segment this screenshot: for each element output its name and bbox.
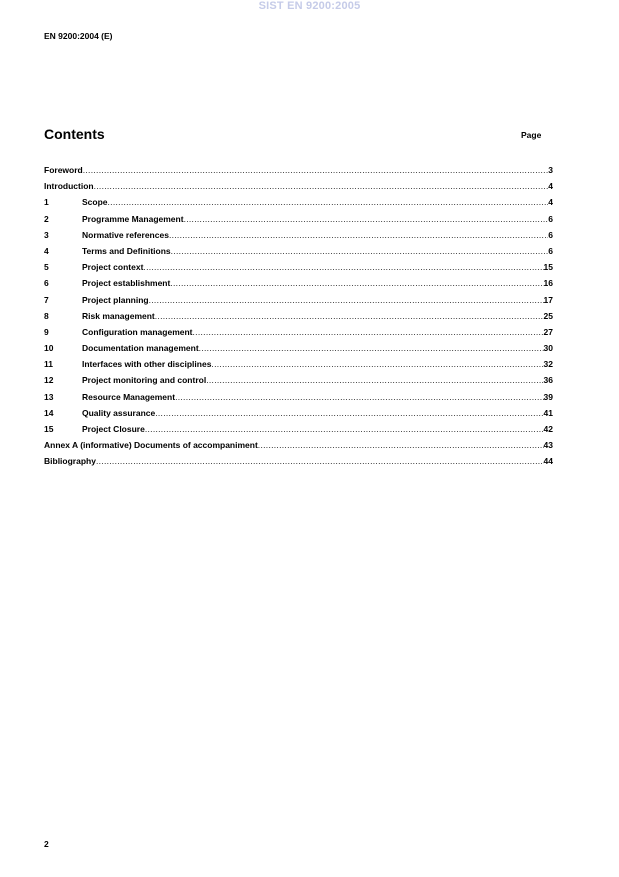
toc-entry-title: Resource Management [82, 391, 176, 402]
toc-dot-leader [199, 340, 544, 356]
toc-entry[interactable] [44, 211, 553, 227]
toc-dot-leader [96, 453, 544, 469]
toc-entry-title: Interfaces with other disciplines [82, 359, 212, 370]
toc-entry-title: Risk management [82, 310, 155, 321]
toc-entry-page: 16 [543, 278, 553, 289]
toc-entry[interactable] [44, 437, 553, 453]
toc-entry[interactable] [44, 194, 553, 210]
toc-entry[interactable] [44, 227, 553, 243]
toc-entry-title: Project planning [82, 294, 149, 305]
toc-entry[interactable] [44, 292, 553, 308]
toc-entry-page: 39 [543, 391, 553, 402]
toc-entry-number: 9 [44, 326, 49, 337]
toc-dot-leader [211, 356, 543, 372]
toc-entry[interactable] [44, 421, 553, 437]
toc-entry-page: 4 [548, 197, 553, 208]
toc-entry-page: 36 [543, 375, 553, 386]
toc-dot-leader [145, 421, 544, 437]
toc-entry[interactable] [44, 162, 553, 178]
toc-entry-number: 5 [44, 262, 49, 273]
toc-entry-page: 17 [543, 294, 553, 305]
toc-entry-title: Scope [82, 197, 108, 208]
toc-dot-leader [169, 227, 548, 243]
toc-entry-title: Terms and Definitions [82, 245, 171, 256]
toc-entry-title: Documentation management [82, 343, 199, 354]
toc-entry[interactable] [44, 356, 553, 372]
toc-entry-number: 1 [44, 197, 49, 208]
toc-dot-leader [83, 162, 549, 178]
toc-dot-leader [155, 308, 544, 324]
toc-entry-title: Annex A (informative) Documents of accompaniment [44, 440, 258, 451]
watermark: SIST EN 9200:2005 [258, 0, 361, 12]
toc-dot-leader [258, 437, 544, 453]
toc-dot-leader [143, 259, 543, 275]
toc-entry[interactable] [44, 275, 553, 291]
toc-entry-title: Normative references [82, 229, 169, 240]
toc-dot-leader [170, 275, 543, 291]
toc-dot-leader [171, 243, 549, 259]
toc-entry[interactable] [44, 389, 553, 405]
toc-entry[interactable] [44, 243, 553, 259]
toc-entry-page: 25 [543, 310, 553, 321]
toc-entry-page: 42 [543, 424, 553, 434]
toc-entry-number: 8 [44, 310, 49, 321]
toc-dot-leader [193, 324, 544, 340]
toc-dot-leader [206, 372, 543, 388]
toc-entry[interactable] [44, 453, 553, 469]
toc-entry-title: Configuration management [82, 326, 193, 337]
toc-entry-page: 15 [543, 262, 553, 273]
toc-entry-title: Quality assurance [82, 407, 156, 418]
toc-entry-number: 7 [44, 294, 49, 305]
toc-entry-title: Project establishment [82, 278, 171, 289]
toc-entry-page: 6 [548, 245, 553, 256]
toc-entry-title: Project monitoring and control [82, 375, 207, 386]
toc-entry-page: 3 [548, 165, 553, 175]
toc-entry-page: 32 [543, 359, 553, 370]
toc-entry-page: 4 [548, 181, 553, 192]
toc-entry[interactable] [44, 308, 553, 324]
toc-entry-title: Foreword [44, 165, 83, 175]
toc-entry-number: 4 [44, 245, 49, 256]
toc-dot-leader [149, 292, 544, 308]
toc-entry-page: 41 [543, 407, 553, 418]
toc-entry-page: 27 [543, 326, 553, 337]
toc-entry[interactable] [44, 259, 553, 275]
toc-entry-number: 12 [44, 375, 54, 386]
toc-entry-number: 11 [44, 359, 53, 370]
toc-entry-title: Programme Management [82, 213, 184, 224]
toc-entry[interactable] [44, 372, 553, 388]
toc-entry[interactable] [44, 340, 553, 356]
toc-entry-page: 44 [543, 456, 553, 467]
toc-entry[interactable] [44, 324, 553, 340]
toc-entry-number: 10 [44, 343, 54, 354]
toc-dot-leader [184, 211, 549, 227]
toc-entry-number: 15 [44, 424, 54, 434]
toc-dot-leader [94, 178, 549, 194]
toc-entry-number: 6 [44, 278, 49, 289]
toc-entry[interactable] [44, 405, 553, 421]
toc-entry-number: 14 [44, 407, 54, 418]
toc-entry-title: Introduction [44, 181, 94, 192]
toc-entry-number: 2 [44, 213, 49, 224]
toc-dot-leader [155, 405, 543, 421]
table-of-contents [44, 162, 553, 470]
toc-entry-page: 6 [548, 229, 553, 240]
toc-entry-number: 13 [44, 391, 54, 402]
toc-dot-leader [175, 389, 543, 405]
toc-entry-title: Project Closure [82, 424, 145, 434]
document-id: EN 9200:2004 (E) [44, 31, 113, 41]
contents-heading: Contents [44, 126, 105, 142]
page-column-label: Page [521, 130, 542, 140]
toc-entry-title: Bibliography [44, 456, 96, 467]
toc-entry[interactable] [44, 178, 553, 194]
toc-entry-page: 6 [548, 213, 553, 224]
toc-entry-title: Project context [82, 262, 144, 273]
toc-entry-page: 30 [543, 343, 553, 354]
toc-entry-page: 43 [543, 440, 553, 451]
page-number: 2 [44, 839, 49, 849]
toc-dot-leader [108, 194, 549, 210]
toc-entry-number: 3 [44, 229, 49, 240]
